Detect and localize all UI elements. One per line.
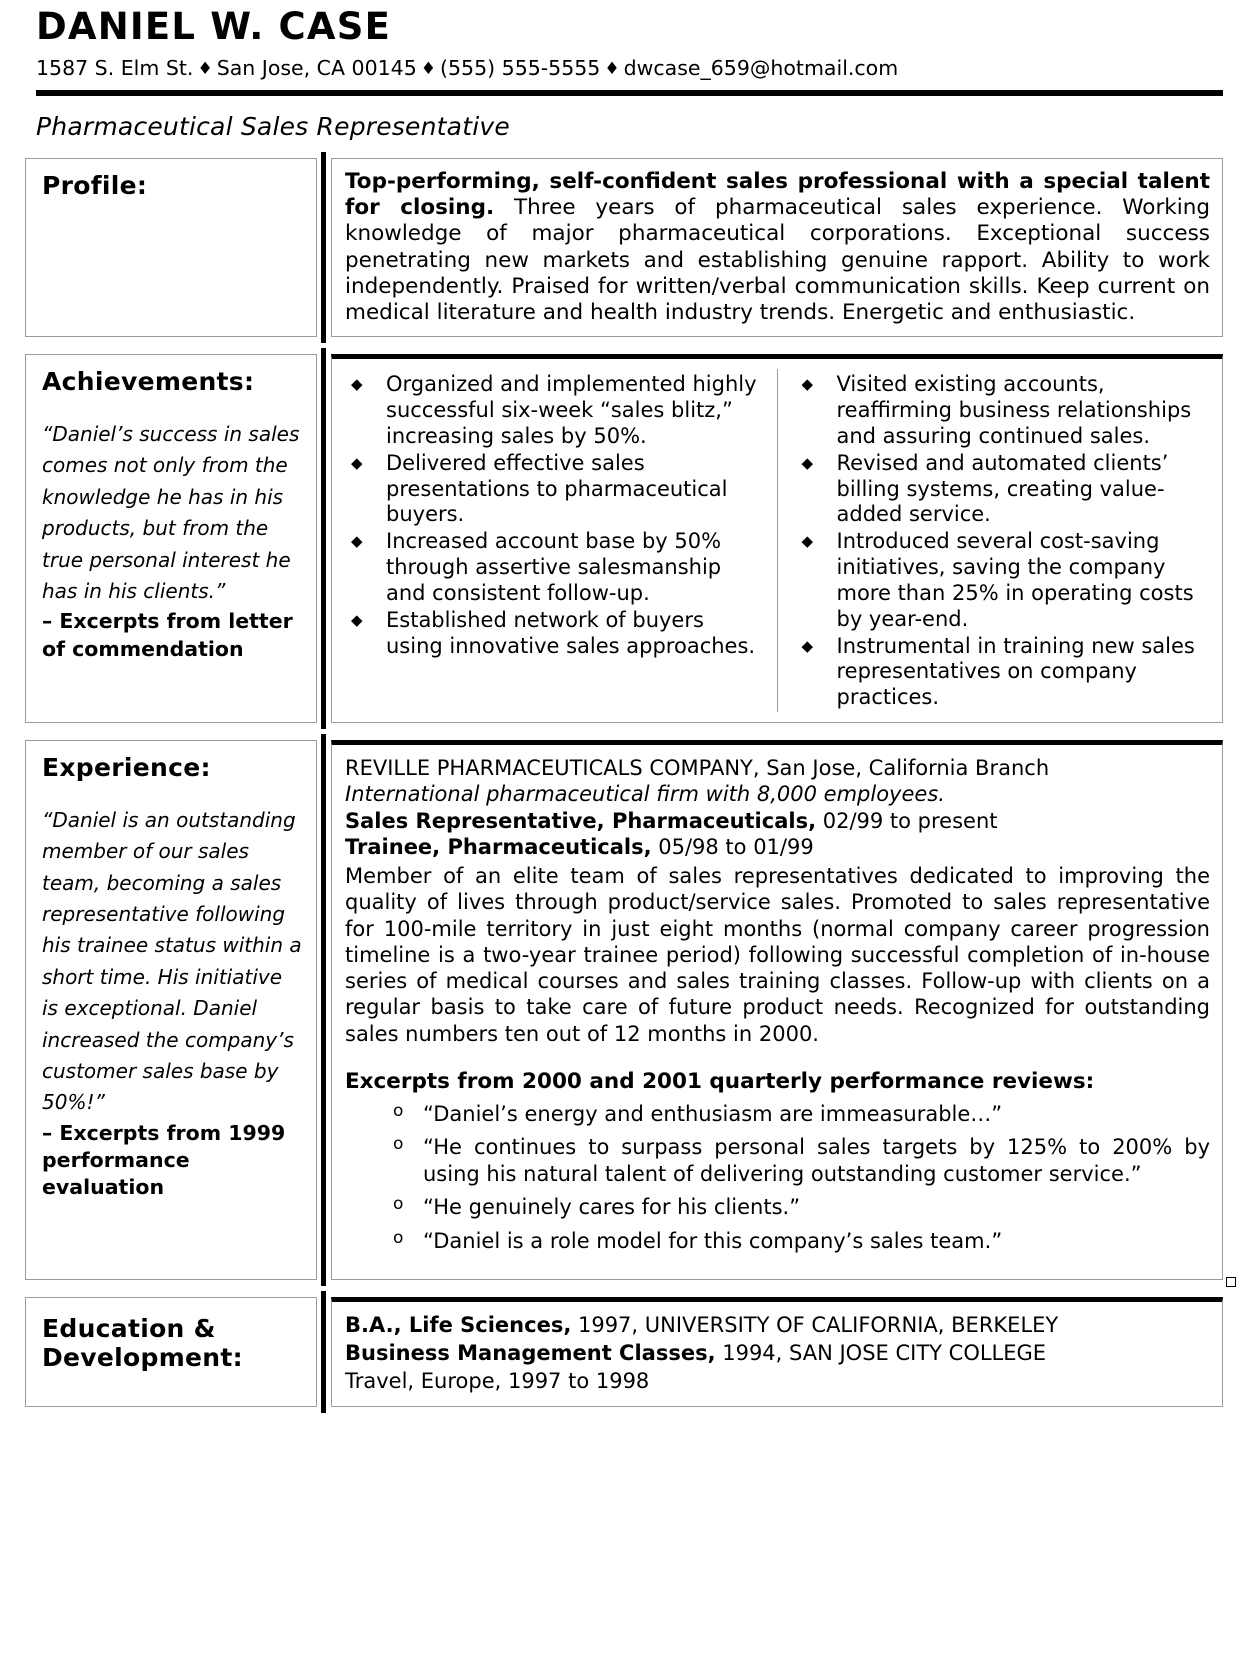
experience-company-description: International pharmaceutical firm with 8,000 employees. [345,782,945,807]
education-entry [345,1312,1210,1340]
profile-lead: Top-performing, self-confident sales professional with a special talent for closing. [345,169,1210,221]
achievements-column-left [345,369,778,712]
section-divider [317,1297,331,1407]
achievements-columns [345,369,1210,712]
list-item: o “He continues to surpass personal sales targets by 125% to 200% by using his natural talent of delivering outstanding customer service.” [345,1134,1210,1187]
list-item: ◆ Introduced several cost-saving initiatives, saving the company more than 25% in operating costs by year-end. [796,529,1211,632]
achievements-list-right [796,372,1211,711]
contact-address: 1587 S. Elm St. [36,56,194,81]
achievements-attribution: – Excerpts from letter of commendation [42,609,293,661]
education-entry-detail: 1997, UNIVERSITY OF CALIFORNIA, BERKELEY [571,1313,1059,1338]
contact-email[interactable]: dwcase_659@hotmail.com [623,56,899,81]
profile-title: Profile: [42,171,148,201]
list-item: ◆ Visited existing accounts, reaffirming business relationships and assuring continued sales. [796,372,1211,449]
experience-attribution: – Excerpts from 1999 performance evaluation [42,1120,286,1200]
experience-paragraph: Member of an elite team of sales representatives dedicated to improving the quality of lives through product/service sales. Promoted to sales representative for 100-mile territory in just eight months (normal company career progression timeline is a two-year trainee period) following successful completion of in-house series of medical courses and sales training classes. Follow-up with clients on a regular basis to take care of future product needs. Recognized for outstanding sales numbers ten out of 12 months in 2000. [345,864,1210,1046]
profile-text [345,169,1210,326]
education-title-line-1: Education & [42,1314,216,1344]
contact-phone: (555) 555-5555 [440,56,601,81]
list-item: o “Daniel is a role model for this company’s sales team.” [345,1228,1210,1254]
list-item: ◆ Instrumental in training new sales representatives on company practices. [796,634,1211,711]
diamond-separator-icon: ♦ [604,59,620,80]
list-item: ◆ Increased account base by 50% through assertive salesmanship and consistent follow-up. [345,529,763,606]
achievements-content-cell [331,354,1223,723]
experience-role-1 [345,808,1210,834]
list-item: ◆ Delivered effective sales presentations to pharmaceutical buyers. [345,451,763,528]
education-entry-degree: Business Management Classes, [345,1341,716,1366]
experience-company: REVILLE PHARMACEUTICALS COMPANY, San Jose, California Branch [345,756,1050,781]
experience-label-cell [25,740,317,1280]
list-item: ◆ Established network of buyers using innovative sales approaches. [345,608,763,660]
list-item: ◆ Revised and automated clients’ billing systems, creating value-added service. [796,451,1211,528]
education-entry-detail: 1994, SAN JOSE CITY COLLEGE [715,1341,1047,1366]
experience-role-1-dates: 02/99 to present [816,808,998,833]
page-anchor-marker [1226,1277,1236,1287]
job-tagline: Pharmaceutical Sales Representative [36,112,510,142]
contact-city-state: San Jose, CA 00145 [216,56,417,81]
section-profile [25,158,1223,337]
experience-content-cell [331,740,1223,1280]
experience-excerpts-heading: Excerpts from 2000 and 2001 quarterly performance reviews: [345,1068,1095,1094]
list-item: o “Daniel’s energy and enthusiasm are immeasurable…” [345,1101,1210,1127]
section-divider [317,158,331,337]
profile-body: Three years of pharmaceutical sales experience. Working knowledge of major pharmaceutical corporations. Exceptional success penetrating new markets and establishing genuine rapport. Ability to work independently. Praised for written/verbal communication skills. Keep current on medical literature and health industry trends. Energetic and enthusiastic. [345,195,1210,326]
achievements-quote: “Daniel’s success in sales comes not only from the knowledge he has in his products, but from the true personal interest he has in his clients.” [42,422,300,604]
education-entry [345,1340,1210,1368]
experience-excerpts-list [345,1101,1210,1254]
profile-label-cell [25,158,317,337]
experience-role-2-dates: 05/98 to 01/99 [651,834,814,859]
contact-line [36,56,1220,81]
profile-content-cell [331,158,1223,337]
achievements-list-left [345,372,763,659]
education-entry [345,1368,1210,1396]
experience-role-2-title: Trainee, Pharmaceuticals, [345,834,652,859]
experience-quote: “Daniel is an outstanding member of our sales team, becoming a sales representative following his trainee status within a short time. His initiative is exceptional. Daniel increased the company’s customer sales base by 50%!” [42,807,302,1115]
resume-header [0,0,1250,81]
page-title: DANIEL W. CASE [36,5,392,48]
section-achievements [25,354,1223,723]
header-rule [36,90,1223,96]
list-item: ◆ Organized and implemented highly successful six-week “sales blitz,” increasing sales by 50%. [345,372,763,449]
section-divider [317,740,331,1280]
education-entry-detail: Travel, Europe, 1997 to 1998 [345,1368,650,1393]
education-entry-degree: B.A., Life Sciences, [345,1313,572,1338]
achievements-label-cell [25,354,317,723]
diamond-separator-icon: ♦ [197,59,213,80]
education-content-cell [331,1297,1223,1407]
list-item: o “He genuinely cares for his clients.” [345,1194,1210,1220]
section-education [25,1297,1223,1407]
diamond-separator-icon: ♦ [420,59,437,80]
achievements-column-right [778,369,1211,712]
section-divider [317,354,331,723]
experience-role-2 [345,834,1210,860]
experience-role-1-title: Sales Representative, Pharmaceuticals, [345,808,817,833]
achievements-title: Achievements: [42,367,255,397]
experience-title: Experience: [42,753,211,783]
education-label-cell [25,1297,317,1407]
section-experience [25,740,1223,1280]
education-title-line-2: Development: [42,1342,243,1372]
